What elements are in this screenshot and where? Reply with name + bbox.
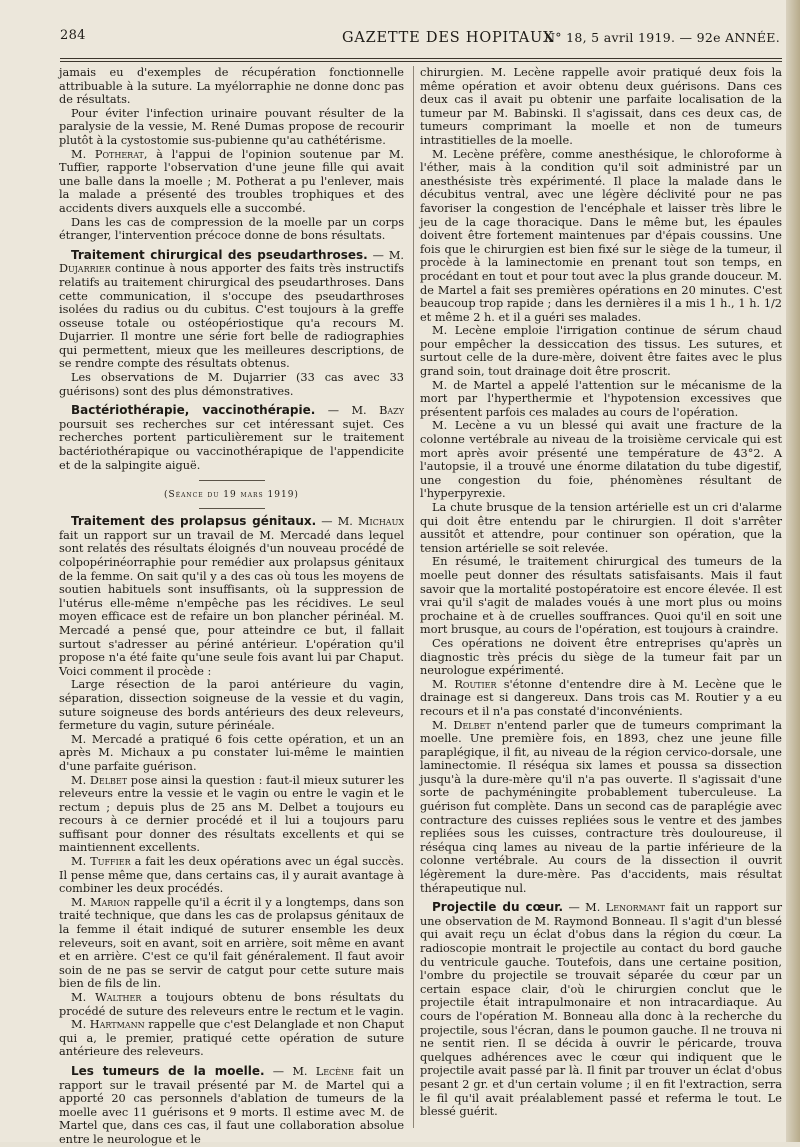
right-column (420, 66, 782, 1132)
author-name: Lenormant (605, 901, 665, 915)
paragraph: M. Hartmann rappelle que c'est Delanglade et non Chaput qui a, le premier, pratiqué cette opération de suture antérieure des releveurs. (59, 1018, 405, 1059)
paragraph: chirurgien. M. Lecène rappelle avoir pratiqué deux fois la même opération et avoir obtenu deux guérisons. Dans ces deux cas il avait pu obtenir une parfaite localisation de la tumeur par M. Babinski. Il s'agissait, dans ces deux cas, de tumeurs comprimant la moelle et non de tumeurs intrastitielles de la moelle. (420, 66, 782, 147)
page-number: 284 (60, 28, 86, 43)
section-paragraph: Traitement chirurgical des pseudarthroses. — M. Dujarrier continue à nous apporter des faits très instructifs relatifs au traitement chirurgical des pseudarthroses. Dans cette communication, il s'occupe des pseudarthroses isolées du radius ou du cubitus. C'est toujours à la greffe osseuse totale ou ostéopériostique qu'a recours M. Dujarrier. Il montre une série fort belle de radiographies qui permettent, mieux que les meilleures descriptions, de se rendre compte des résultats obtenus. (59, 247, 404, 371)
section-heading: Traitement chirurgical des pseudarthroses. (71, 247, 368, 262)
paragraph: M. Potherat, à l'appui de l'opinion soutenue par M. Tuffier, rapporte l'observation d'une jeune fille qui avait une balle dans la moelle ; M. Potherat a pu l'enlever, mais la malade a présenté des troubles trophiques et des accidents divers auxquels elle a succombé. (59, 147, 404, 215)
author-name: Walther (95, 991, 142, 1004)
separator-rule (199, 480, 265, 481)
paragraph: Large résection de la paroi antérieure du vagin, séparation, dissection soigneuse de la vessie et du vagin, suture soigneuse des bords antérieurs des deux releveurs, fermeture du vagin, suture périnéale. (59, 678, 404, 733)
paragraph: M. Routier s'étonne d'entendre dire à M. Lecène que le drainage est si dangereux. Dans trois cas M. Routier y a eu recours et il n'a pas constaté d'inconvénients. (420, 677, 782, 718)
paragraph: Ces opérations ne doivent être entreprises qu'après un diagnostic très précis du siège de la tumeur fait par un neurologue expérimenté. (420, 636, 782, 678)
paragraph: Pour éviter l'infection urinaire pouvant résulter de la paralysie de la vessie, M. René Dumas propose de recourir plutôt à la cystostomie sus-pubienne qu'au cathétérisme. (59, 106, 404, 147)
author-name: Tuffier (90, 855, 131, 869)
paragraph: M. Tuffier a fait les deux opérations avec un égal succès. Il pense même que, dans certains cas, il y aurait avantage à combiner les deux procédés. (59, 855, 404, 896)
author-name: Potherat, (94, 147, 148, 161)
left-column (59, 66, 405, 1146)
section-heading: Traitement des prolapsus génitaux. (71, 514, 317, 529)
paragraph: jamais eu d'exemples de récupération fonctionnelle attribuable à la suture. La myélorraphie ne donne donc pas de résultats. (59, 66, 404, 107)
author-name: Routier (454, 677, 497, 691)
paragraph: Les observations de M. Dujarrier (33 cas avec 33 guérisons) sont des plus démonstratives. (59, 371, 404, 398)
issue-info: N° 18, 5 avril 1919. — 92e ANNÉE. (544, 30, 780, 45)
paragraph: M. Delbet pose ainsi la question : faut-il mieux suturer les releveurs entre la vessie et le vagin ou entre le vagin et le rectum ; depuis plus de 25 ans M. Delbet a toujours eu recours à ce dernier procédé et il lui a toujours paru suffisant pour donner des résultats excellents et qui se maintiennent excellents. (59, 773, 404, 855)
header-rule-thin (60, 61, 782, 62)
paragraph: M. Lecène a vu un blessé qui avait une fracture de la colonne vertébrale au niveau de la troisième cervicale qui est mort après avoir présenté une température de 43°2. A l'autopsie, il a trouvé une énorme dilatation du tube digestif, une congestion du foie, phénomènes résultant de l'hyperpyrexie. (420, 419, 782, 501)
section-heading: Bactériothérapie, vaccinothérapie. (71, 403, 316, 418)
paragraph: La chute brusque de la tension artérielle est un cri d'alarme qui doit être entendu par le chirurgien. Il doit s'arrêter aussitôt et attendre, pour continuer son opération, que la tension artérielle se soit relevée. (420, 501, 782, 555)
section-heading: Les tumeurs de la moelle. (71, 1063, 265, 1078)
author-name: Hartmann (89, 1018, 145, 1032)
paragraph: M. Walther a toujours obtenu de bons résultats du procédé de suture des releveurs entre le rectum et le vagin. (59, 991, 405, 1018)
paragraph: M. Delbet n'entend parler que de tumeurs comprimant la moelle. Une première fois, en 1893, chez une jeune fille paraplégique, il fit, au niveau de la région cervico-dorsale, une laminectomie. Il réséqua six lames et poussa sa dissection jusqu'à la dure-mère qu'il n'a pas ouverte. Il s'agissait d'une sorte de pachyméningite probablement tuberculeuse. La guérison fut complète. Dans un second cas de paraplégie avec contracture des cuisses repliées sous le ventre et des jambes repliées sous les cuisses, contracture très douloureuse, il réséqua cinq lames au niveau de la partie inférieure de la colonne vertébrale. Au cours de la dissection il ouvrit légèrement la dure-mère. Pas d'accidents, mais résultat thérapeutique nul. (420, 718, 782, 895)
author-name: Lecène (315, 1064, 354, 1078)
section-paragraph: Projectile du cœur. — M. Lenormant fait un rapport sur une observation de M. Raymond Bonneau. Il s'agit d'un blessé qui avait reçu un éclat d'obus dans la région du cœur. La radioscopie montrait le projectile au contact du bord gauche du ventricule gauche. Toutefois, dans une certaine position, l'ombre du projectile se trouvait séparée du cœur par un certain espace clair, d'où le chirurgien conclut que le projectile était intrapulmonaire et non intracardiaque. Au cours de l'opération M. Bonneau alla donc à la recherche du projectile, sous l'écran, dans le poumon gauche. Il ne trouva ni ne sentit rien. Il se décida à ouvrir le péricarde, trouva quelques adhérences avec le cœur qui indiquent que le projectile avait passé par là. Il finit par trouver un éclat d'obus pesant 2 gr. et d'un certain volume ; il en fit l'extraction, serra le fil qu'il avait préalablement passé et referma le tout. Le blessé guérit. (420, 900, 782, 1119)
author-name: Dujarrier (59, 262, 111, 276)
author-name: Marion (89, 895, 131, 909)
author-name: Delbet (89, 773, 128, 787)
paragraph: M. Lecène emploie l'irrigation continue de sérum chaud pour empêcher la dessiccation des tissus. Les sutures, et surtout celle de la dure-mère, doivent être faites avec le plus grand soin, tout drainage doit être proscrit. (420, 324, 782, 379)
header-rule (60, 58, 782, 59)
paragraph: En résumé, le traitement chirurgical des tumeurs de la moelle peut donner des résultats satisfaisants. Mais il faut savoir que la mortalité postopératoire est encore élevée. Il est vrai qu'il s'agit de malades voués à une mort plus ou moins prochaine et à de cruelles souffrances. Quoi qu'il en soit une mort brusque, au cours de l'opération, est toujours à craindre. (420, 555, 782, 637)
paragraph: M. de Martel a appelé l'attention sur le mécanisme de la mort par l'hyperthermie et l'hypotension excessives que présentent parfois ces malades au cours de l'opération. (420, 378, 782, 419)
section-heading: Projectile du cœur. (432, 900, 564, 915)
journal-title: GAZETTE DES HOPITAUX (342, 30, 555, 46)
paragraph: M. Lecène préfère, comme anesthésique, le chloroforme à l'éther, mais à la condition qu'il soit administré par un anesthésiste très expérimenté. Il place la malade dans le décubitus ventral, avec une légère déclivité pour ne pas favoriser la congestion de l'encéphale et laisser très libre le jeu de la cage thoracique. Dans le même but, les épaules doivent être fortement maintenues par d'épais coussins. Une fois que le chirurgien est bien fixé sur le siège de la tumeur, il procède à la laminectomie en prenant tout son temps, en procédant en tout et pour tout avec la plus grande douceur. M. de Martel a fait ses premières opérations en 20 minutes. C'est beaucoup trop rapide ; dans les dernières il a mis 1 h., 1 h. 1/2 et même 2 h. et il a guéri ses malades. (420, 147, 782, 324)
column-divider (413, 66, 414, 1128)
section-paragraph: Les tumeurs de la moelle. — M. Lecène fait un rapport sur le travail présenté par M. de Martel qui a apporté 20 cas personnels d'ablation de tumeurs de la moelle avec 11 guérisons et 9 morts. Il estime avec M. de Martel que, dans ces cas, il faut une collaboration absolue entre le neurologue et le (59, 1063, 404, 1146)
paragraph: Dans les cas de compression de la moelle par un corps étranger, l'intervention précoce donne de bons résultats. (59, 215, 404, 243)
page-edge (786, 0, 800, 1142)
author-name: Michaux (357, 515, 405, 529)
author-name: Delbet (453, 718, 491, 732)
section-paragraph: Bactériothérapie, vaccinothérapie. — M. Bazy poursuit ses recherches sur cet intéressant sujet. Ces recherches portent particulièrement sur le traitement bactériothérapique ou vaccinothérapique de l'appendicite et de la salpingite aiguë. (59, 403, 404, 472)
paragraph: M. Marion rappelle qu'il a écrit il y a longtemps, dans son traité technique, que dans les cas de prolapsus génitaux de la femme il était indiqué de suturer ensemble les deux releveurs, soit en avant, soit en arrière, soit même en avant et en arrière. C'est ce qu'il fait généralement. Il faut avoir soin de ne pas se servir de catgut pour cette suture mais bien de fils de lin. (59, 895, 405, 991)
author-name: Bazy (379, 404, 404, 418)
page-header (56, 26, 782, 52)
seance-date: (Séance du 19 mars 1919) (164, 490, 299, 501)
section-paragraph: Traitement des prolapsus génitaux. — M. Michaux fait un rapport sur un travail de M. Mercadé dans lequel sont relatés des résultats éloignés d'un nouveau procédé de colpopérinéorraphie pour remédier aux prolapsus génitaux de la femme. On sait qu'il y a des cas où tous les moyens de soutien habituels sont insuffisants, où la suppression de l'utérus elle-même n'empêche pas les récidives. Le seul moyen efficace est de refaire un bon plancher périnéal. M. Mercadé a pensé que, pour atteindre ce but, il fallait surtout s'adresser au périné antérieur. L'opération qu'il propose n'a été faite qu'une seule fois avant lui par Chaput. Voici comment il procède : (59, 514, 405, 678)
paragraph: M. Mercadé a pratiqué 6 fois cette opération, et un an après M. Michaux a pu constater lui-même le maintien d'une parfaite guérison. (59, 732, 404, 773)
